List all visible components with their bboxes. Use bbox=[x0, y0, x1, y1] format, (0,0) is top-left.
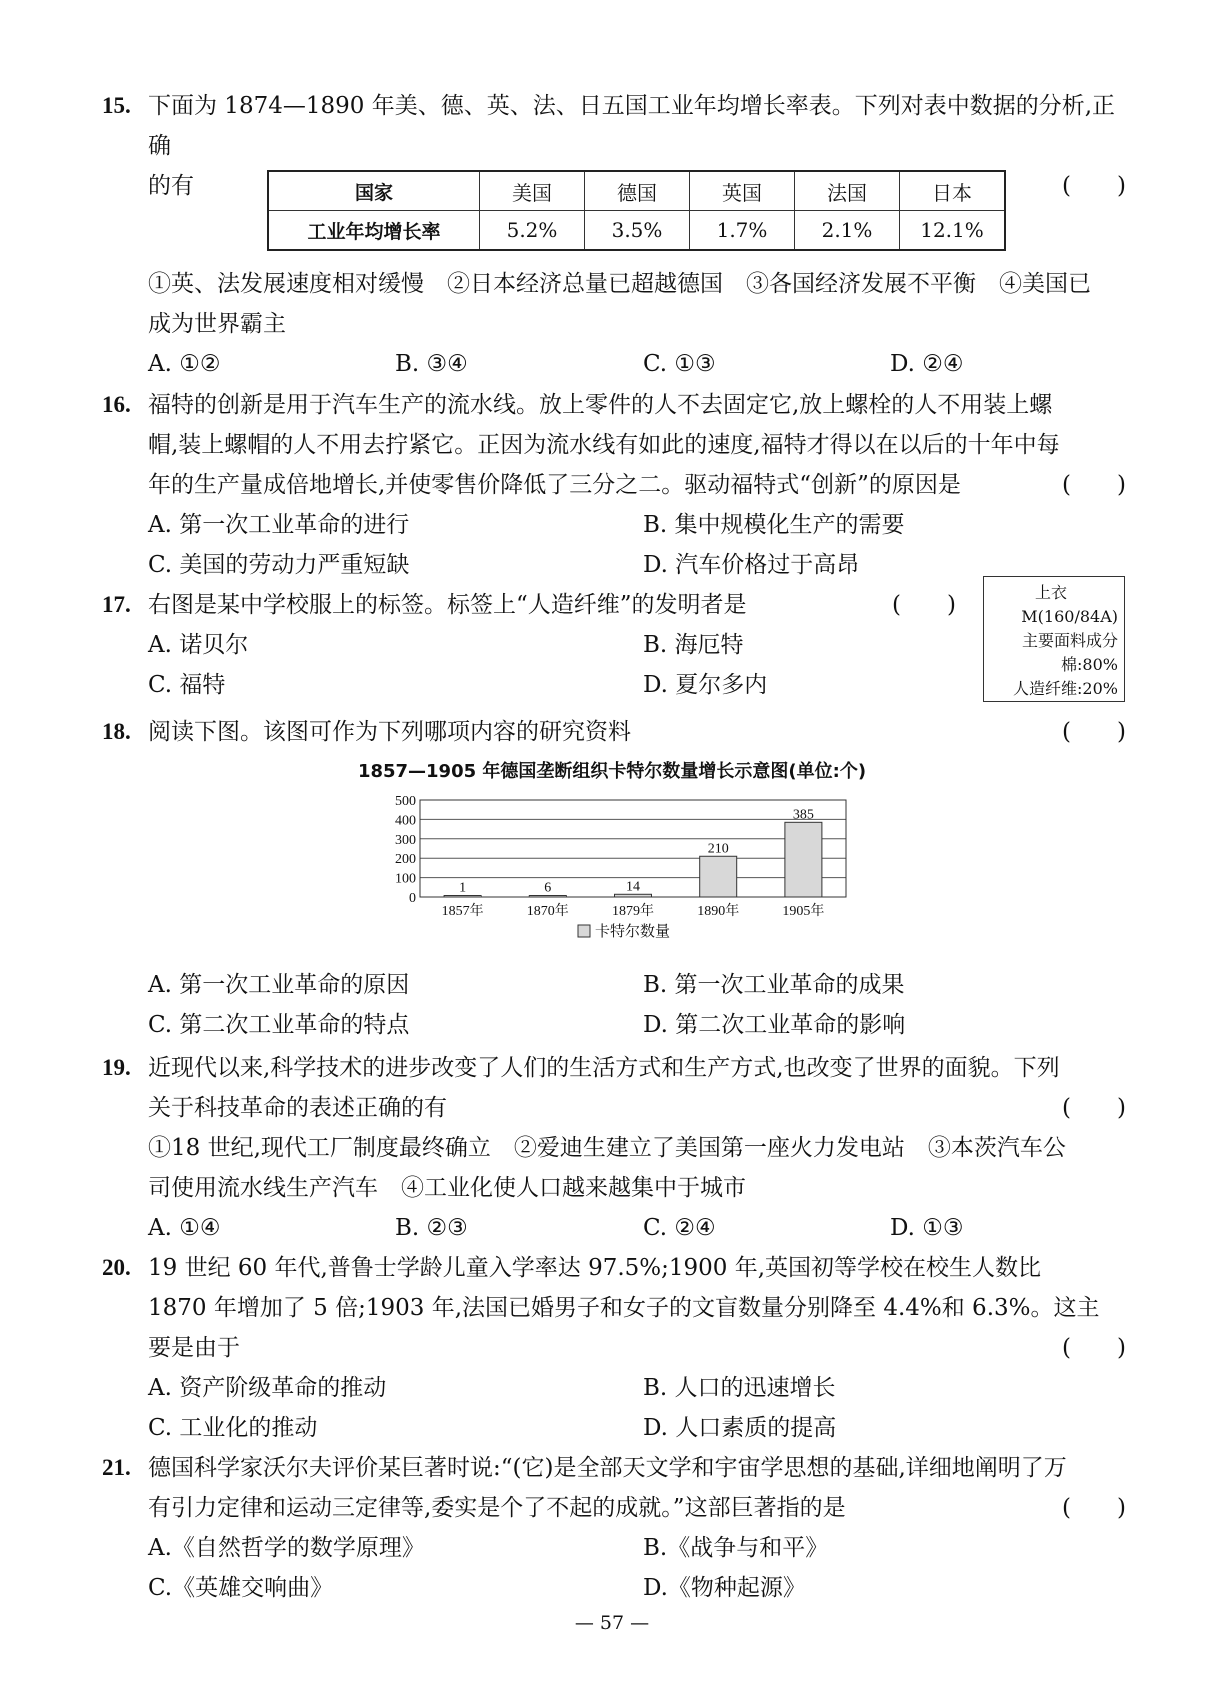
option-a[interactable]: A. 第一次工业革命的进行 bbox=[148, 512, 410, 538]
answer-blank: ( ) bbox=[1062, 1495, 1126, 1521]
option-a[interactable]: A. 资产阶级革命的推动 bbox=[148, 1375, 387, 1401]
question-15-statements bbox=[102, 264, 1132, 384]
options-row bbox=[148, 965, 1132, 1005]
option-c[interactable]: C. ①③ bbox=[643, 351, 716, 377]
table-cell: 1.7% bbox=[690, 211, 795, 251]
label-line: 棉:80% bbox=[1061, 655, 1118, 674]
x-tick-label: 1879年 bbox=[612, 904, 654, 919]
question-text: 德国科学家沃尔夫评价某巨著时说:“(它)是全部天文学和宇宙学思想的基础,详细地阐明了万 bbox=[148, 1455, 1067, 1481]
option-a[interactable]: A. ①② bbox=[148, 351, 221, 377]
answer-blank: ( ) bbox=[1062, 1335, 1126, 1361]
question-text: 下面为 1874—1890 年美、德、英、法、日五国工业年均增长率表。下列对表中数据的分析,正确 bbox=[148, 93, 1115, 159]
question-text: 19 世纪 60 年代,普鲁士学龄儿童入学率达 97.5%;1900 年,英国初等学校在校生人数比 bbox=[148, 1255, 1042, 1281]
answer-blank: ( ) bbox=[1062, 472, 1126, 498]
table-cell: 2.1% bbox=[795, 211, 900, 251]
option-d[interactable]: D. 汽车价格过于高昂 bbox=[643, 552, 860, 578]
question-18 bbox=[102, 712, 1132, 752]
data-label: 385 bbox=[792, 807, 814, 823]
option-c[interactable]: C. 工业化的推动 bbox=[148, 1415, 318, 1441]
options-row bbox=[148, 505, 1132, 545]
option-d[interactable]: D. 夏尔多内 bbox=[643, 672, 768, 698]
question-text: 关于科技革命的表述正确的有 ( ) bbox=[148, 1088, 1132, 1128]
options-row bbox=[148, 1568, 1132, 1608]
option-b[interactable]: B. 集中规模化生产的需要 bbox=[643, 512, 905, 538]
answer-blank: ( ) bbox=[892, 592, 956, 618]
statement-line: 成为世界霸主 bbox=[148, 311, 286, 337]
data-label: 14 bbox=[626, 879, 640, 895]
clothing-label bbox=[983, 576, 1125, 702]
x-tick-label: 1857年 bbox=[441, 904, 484, 919]
question-17 bbox=[102, 585, 962, 705]
option-c[interactable]: C. 福特 bbox=[148, 672, 226, 698]
question-20 bbox=[102, 1248, 1132, 1448]
answer-blank: ( ) bbox=[1062, 173, 1126, 199]
legend-label: 卡特尔数量 bbox=[595, 922, 671, 940]
option-a[interactable]: A.《自然哲学的数学原理》 bbox=[148, 1535, 425, 1561]
table-row bbox=[268, 211, 1005, 251]
question-number: 16. bbox=[102, 392, 131, 417]
table-header-cell: 德国 bbox=[585, 171, 690, 211]
options-row bbox=[148, 625, 962, 665]
cartel-bar-chart bbox=[380, 788, 900, 958]
page-number: — 57 — bbox=[574, 1612, 650, 1634]
question-number: 15. bbox=[102, 93, 131, 118]
answer-blank: ( ) bbox=[1062, 719, 1126, 745]
options-row bbox=[148, 665, 962, 705]
y-tick-label: 200 bbox=[395, 852, 416, 868]
option-d[interactable]: D.《物种起源》 bbox=[643, 1575, 806, 1601]
question-18-options bbox=[102, 965, 1132, 1045]
question-number: 19. bbox=[102, 1055, 131, 1080]
question-number: 20. bbox=[102, 1255, 131, 1280]
statement-line: 司使用流水线生产汽车 ④工业化使人口越来越集中于城市 bbox=[148, 1175, 746, 1201]
options-row bbox=[148, 1368, 1132, 1408]
bar bbox=[700, 856, 737, 897]
label-line: M(160/84A) bbox=[1021, 607, 1118, 626]
question-number: 18. bbox=[102, 719, 131, 744]
question-text: 要是由于 ( ) bbox=[148, 1328, 1132, 1368]
option-d[interactable]: D. ①③ bbox=[890, 1215, 964, 1241]
growth-rate-table bbox=[267, 170, 1006, 251]
table-header-cell: 国家 bbox=[268, 171, 480, 211]
options-row bbox=[148, 1528, 1132, 1568]
question-text: 年的生产量成倍地增长,并使零售价降低了三分之二。驱动福特式“创新”的原因是 ( ) bbox=[148, 465, 1132, 505]
option-a[interactable]: A. 第一次工业革命的原因 bbox=[148, 972, 410, 998]
y-tick-label: 400 bbox=[395, 813, 416, 829]
label-line: 主要面料成分 bbox=[1021, 631, 1118, 650]
question-text: 的有 ( ) bbox=[148, 166, 1132, 206]
question-text: 福特的创新是用于汽车生产的流水线。放上零件的人不去固定它,放上螺栓的人不用装上螺 bbox=[148, 392, 1053, 418]
bar bbox=[444, 896, 481, 898]
question-text: 1870 年增加了 5 倍;1903 年,法国已婚男子和女子的文盲数量分别降至 4.4%和 6.3%。这主 bbox=[148, 1295, 1100, 1321]
question-text: 阅读下图。该图可作为下列哪项内容的研究资料 ( ) bbox=[148, 712, 1132, 752]
data-label: 210 bbox=[707, 841, 729, 857]
y-tick-label: 500 bbox=[395, 794, 416, 809]
label-line: 人造纤维:20% bbox=[1013, 679, 1118, 698]
question-text: 近现代以来,科学技术的进步改变了人们的生活方式和生产方式,也改变了世界的面貌。下列 bbox=[148, 1055, 1060, 1081]
options-row bbox=[148, 1005, 1132, 1045]
bar bbox=[785, 822, 822, 897]
option-b[interactable]: B. ③④ bbox=[395, 351, 468, 377]
x-tick-label: 1870年 bbox=[526, 904, 569, 919]
question-text: 右图是某中学校服上的标签。标签上“人造纤维”的发明者是 ( ) bbox=[148, 585, 962, 625]
option-c[interactable]: C. 第二次工业革命的特点 bbox=[148, 1012, 410, 1038]
question-19 bbox=[102, 1048, 1132, 1248]
options-row bbox=[148, 1408, 1132, 1448]
table-row bbox=[268, 171, 1005, 211]
option-c[interactable]: C. 美国的劳动力严重短缺 bbox=[148, 552, 410, 578]
legend-swatch bbox=[578, 925, 590, 937]
y-tick-label: 0 bbox=[409, 891, 416, 906]
answer-blank: ( ) bbox=[1062, 1095, 1126, 1121]
question-number: 17. bbox=[102, 592, 131, 617]
x-tick-label: 1890年 bbox=[697, 904, 740, 919]
table-cell: 3.5% bbox=[585, 211, 690, 251]
data-label: 1 bbox=[459, 880, 467, 896]
chart-title: 1857—1905 年德国垄断组织卡特尔数量增长示意图(单位:个) bbox=[357, 761, 867, 782]
y-tick-label: 100 bbox=[395, 871, 416, 887]
statement-line: ①英、法发展速度相对缓慢 ②日本经济总量已超越德国 ③各国经济发展不平衡 ④美国已 bbox=[148, 271, 1091, 297]
bar bbox=[615, 894, 652, 897]
table-cell: 12.1% bbox=[900, 211, 1006, 251]
x-tick-label: 1905年 bbox=[782, 904, 825, 919]
label-line: 上衣 bbox=[1034, 583, 1067, 602]
options-row bbox=[148, 344, 1132, 384]
option-b[interactable]: B. 第一次工业革命的成果 bbox=[643, 972, 905, 998]
statement-line: ①18 世纪,现代工厂制度最终确立 ②爱迪生建立了美国第一座火力发电站 ③本茨汽车公 bbox=[148, 1135, 1066, 1161]
question-number: 21. bbox=[102, 1455, 131, 1480]
option-b[interactable]: B. ②③ bbox=[395, 1215, 468, 1241]
bar bbox=[529, 896, 566, 898]
y-tick-label: 300 bbox=[395, 832, 416, 848]
option-c[interactable]: C.《英雄交响曲》 bbox=[148, 1575, 334, 1601]
question-21 bbox=[102, 1448, 1132, 1608]
data-label: 6 bbox=[544, 880, 552, 896]
question-text: 有引力定律和运动三定律等,委实是个了不起的成就。”这部巨著指的是 ( ) bbox=[148, 1488, 1132, 1528]
option-a[interactable]: A. ①④ bbox=[148, 1215, 221, 1241]
table-header-cell: 美国 bbox=[480, 171, 585, 211]
table-cell: 5.2% bbox=[480, 211, 585, 251]
option-d[interactable]: D. 人口素质的提高 bbox=[643, 1415, 837, 1441]
question-16 bbox=[102, 385, 1132, 585]
question-text: 帽,装上螺帽的人不用去拧紧它。正因为流水线有如此的速度,福特才得以在以后的十年中每 bbox=[148, 432, 1060, 458]
table-header-cell: 日本 bbox=[900, 171, 1006, 211]
table-row-label: 工业年均增长率 bbox=[268, 211, 480, 251]
option-a[interactable]: A. 诺贝尔 bbox=[148, 632, 249, 658]
options-row bbox=[148, 1208, 1132, 1248]
option-d[interactable]: D. ②④ bbox=[890, 351, 964, 377]
option-c[interactable]: C. ②④ bbox=[643, 1215, 716, 1241]
option-b[interactable]: B. 人口的迅速增长 bbox=[643, 1375, 836, 1401]
table-header-cell: 英国 bbox=[690, 171, 795, 211]
table-header-cell: 法国 bbox=[795, 171, 900, 211]
option-d[interactable]: D. 第二次工业革命的影响 bbox=[643, 1012, 906, 1038]
option-b[interactable]: B. 海厄特 bbox=[643, 632, 744, 658]
option-b[interactable]: B.《战争与和平》 bbox=[643, 1535, 829, 1561]
